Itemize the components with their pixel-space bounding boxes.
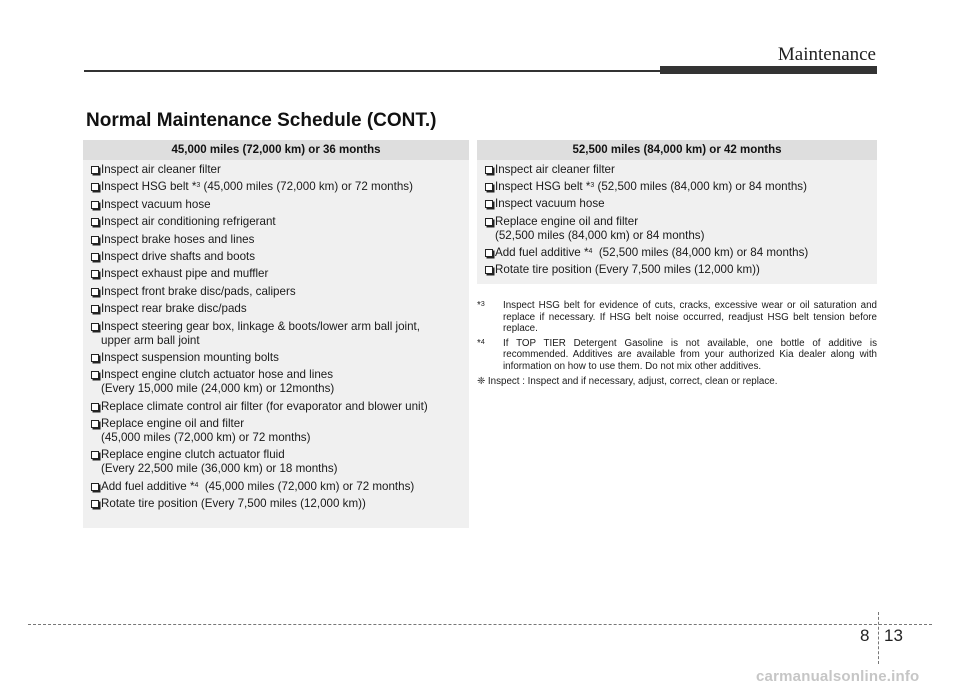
item-text: Inspect vacuum hose — [495, 197, 605, 211]
footnote — [477, 300, 877, 335]
panel-header: 45,000 miles (72,000 km) or 36 months — [83, 140, 469, 160]
item-text-cont: (45,000 miles (72,000 km) or 72 months) — [200, 180, 413, 194]
footnote-ref: 4 — [194, 481, 199, 489]
schedule-panel-45000 — [83, 140, 469, 528]
checkbox-icon — [91, 183, 99, 191]
checkbox-icon — [485, 249, 493, 257]
item-subtext: (Every 15,000 mile (24,000 km) or 12months) — [101, 382, 335, 396]
item-text: Inspect exhaust pipe and muffler — [101, 267, 269, 281]
panel-header: 52,500 miles (84,000 km) or 42 months — [477, 140, 877, 160]
checklist-item — [91, 417, 463, 445]
checklist-item — [485, 163, 871, 177]
checklist-item — [91, 448, 463, 476]
footer-divider — [878, 612, 879, 664]
item-text-cont: (52,500 miles (84,000 km) or 84 months) — [592, 245, 809, 259]
item-text: Replace engine oil and filter — [101, 417, 245, 431]
item-text: Inspect vacuum hose — [101, 197, 211, 211]
footnote-marker — [477, 300, 485, 312]
inspect-note: ❈ Inspect : Inspect and if necessary, adjust, correct, clean or replace. — [477, 375, 778, 387]
item-text: Replace engine oil and filter — [495, 214, 639, 228]
checkbox-icon — [91, 500, 99, 508]
checkbox-icon — [91, 403, 99, 411]
footnote-ref: 3 — [196, 182, 201, 190]
footnote — [477, 338, 877, 373]
checkbox-icon — [91, 483, 99, 491]
checklist-item — [91, 233, 463, 247]
item-text: Inspect rear brake disc/pads — [101, 302, 247, 316]
item-text: Rotate tire position (Every 7,500 miles (12,000 km)) — [495, 262, 760, 276]
checkbox-icon — [91, 253, 99, 261]
schedule-panel-52500 — [477, 140, 877, 284]
checkbox-icon — [91, 420, 99, 428]
checklist — [83, 160, 469, 511]
item-text: Inspect air conditioning refrigerant — [101, 215, 276, 229]
footnote-ref: 3 — [590, 182, 595, 190]
item-text: Inspect HSG belt * — [101, 180, 197, 194]
checklist-item — [91, 368, 463, 396]
checkbox-icon — [91, 270, 99, 278]
checklist-item — [91, 320, 463, 348]
item-text: Add fuel additive * — [101, 479, 195, 493]
checkbox-icon — [91, 218, 99, 226]
checkbox-icon — [91, 354, 99, 362]
checkbox-icon — [91, 305, 99, 313]
checklist-item — [91, 180, 463, 194]
checklist-item — [91, 302, 463, 316]
checkbox-icon — [91, 288, 99, 296]
checklist-item — [485, 246, 871, 260]
item-text: Replace engine clutch actuator fluid — [101, 448, 285, 462]
page-number: 13 — [884, 626, 903, 645]
checklist-item — [485, 263, 871, 277]
checklist-item — [485, 180, 871, 194]
checklist-item — [91, 480, 463, 494]
footnote-marker — [477, 338, 485, 350]
footnote-text: If TOP TIER Detergent Gasoline is not available, one bottle of additive is recommended. Additives are available from your authorized Kia dealer along with information on how to use them. Do not mix other additives. — [503, 337, 877, 372]
checklist-item — [91, 163, 463, 177]
item-text: Inspect front brake disc/pads, calipers — [101, 284, 296, 298]
checklist-item — [91, 351, 463, 365]
checkbox-icon — [91, 201, 99, 209]
item-text: Add fuel additive * — [495, 245, 589, 259]
item-text: Inspect brake hoses and lines — [101, 232, 255, 246]
item-subtext: (45,000 miles (72,000 km) or 72 months) — [101, 431, 311, 445]
checklist-item — [91, 215, 463, 229]
footnote-asterisk: * — [477, 300, 481, 311]
item-text: Replace climate control air filter (for evaporator and blower unit) — [101, 399, 428, 413]
checkbox-icon — [485, 183, 493, 191]
item-text: Inspect engine clutch actuator hose and lines — [101, 368, 334, 382]
section-title: Maintenance — [777, 44, 876, 65]
checklist-item — [91, 267, 463, 281]
checkbox-icon — [91, 323, 99, 331]
checklist-item — [91, 198, 463, 212]
checkbox-icon — [91, 166, 99, 174]
footnote-number: 3 — [480, 301, 485, 308]
checklist-item — [91, 285, 463, 299]
checkbox-icon — [91, 451, 99, 459]
footnotes — [477, 300, 877, 390]
header-rule-thick — [660, 66, 877, 74]
item-subtext: upper arm ball joint — [101, 333, 200, 347]
checkbox-icon — [91, 371, 99, 379]
footnote-text: Inspect HSG belt for evidence of cuts, cracks, excessive wear or oil saturation and replace if necessary. If HSG belt noise occurred, readjust HSG belt tension before replace. — [503, 300, 877, 335]
item-text: Inspect HSG belt * — [495, 180, 591, 194]
checkbox-icon — [485, 200, 493, 208]
footnote-ref: 4 — [588, 247, 593, 255]
footnote-asterisk: * — [477, 337, 481, 349]
checkbox-icon — [91, 236, 99, 244]
watermark: carmanualsonline.info — [756, 668, 920, 685]
item-text: Inspect suspension mounting bolts — [101, 350, 279, 364]
item-subtext: (Every 22,500 mile (36,000 km) or 18 months) — [101, 462, 338, 476]
item-text: Rotate tire position (Every 7,500 miles (12,000 km)) — [101, 497, 366, 511]
item-text: Inspect air cleaner filter — [495, 163, 615, 176]
checklist-item — [91, 400, 463, 414]
chapter-number: 8 — [860, 626, 870, 645]
footnote-number: 4 — [480, 338, 485, 346]
item-text: Inspect steering gear box, linkage & boots/lower arm ball joint, — [101, 319, 420, 333]
checkbox-icon — [485, 218, 493, 226]
item-text: Inspect air cleaner filter — [101, 163, 221, 176]
checklist-item — [91, 250, 463, 264]
page-heading: Normal Maintenance Schedule (CONT.) — [86, 110, 437, 131]
item-text-cont: (45,000 miles (72,000 km) or 72 months) — [198, 479, 415, 493]
header-rule-thin — [84, 70, 660, 72]
checklist-item — [91, 497, 463, 511]
item-subtext: (52,500 miles (84,000 km) or 84 months) — [495, 228, 705, 242]
item-text: Inspect drive shafts and boots — [101, 249, 256, 263]
checklist-item — [485, 197, 871, 211]
item-text-cont: (52,500 miles (84,000 km) or 84 months) — [594, 180, 807, 194]
checklist — [477, 160, 877, 277]
checklist-item — [485, 215, 871, 243]
checkbox-icon — [485, 166, 493, 174]
checkbox-icon — [485, 266, 493, 274]
footer-dashed-rule — [28, 624, 932, 625]
